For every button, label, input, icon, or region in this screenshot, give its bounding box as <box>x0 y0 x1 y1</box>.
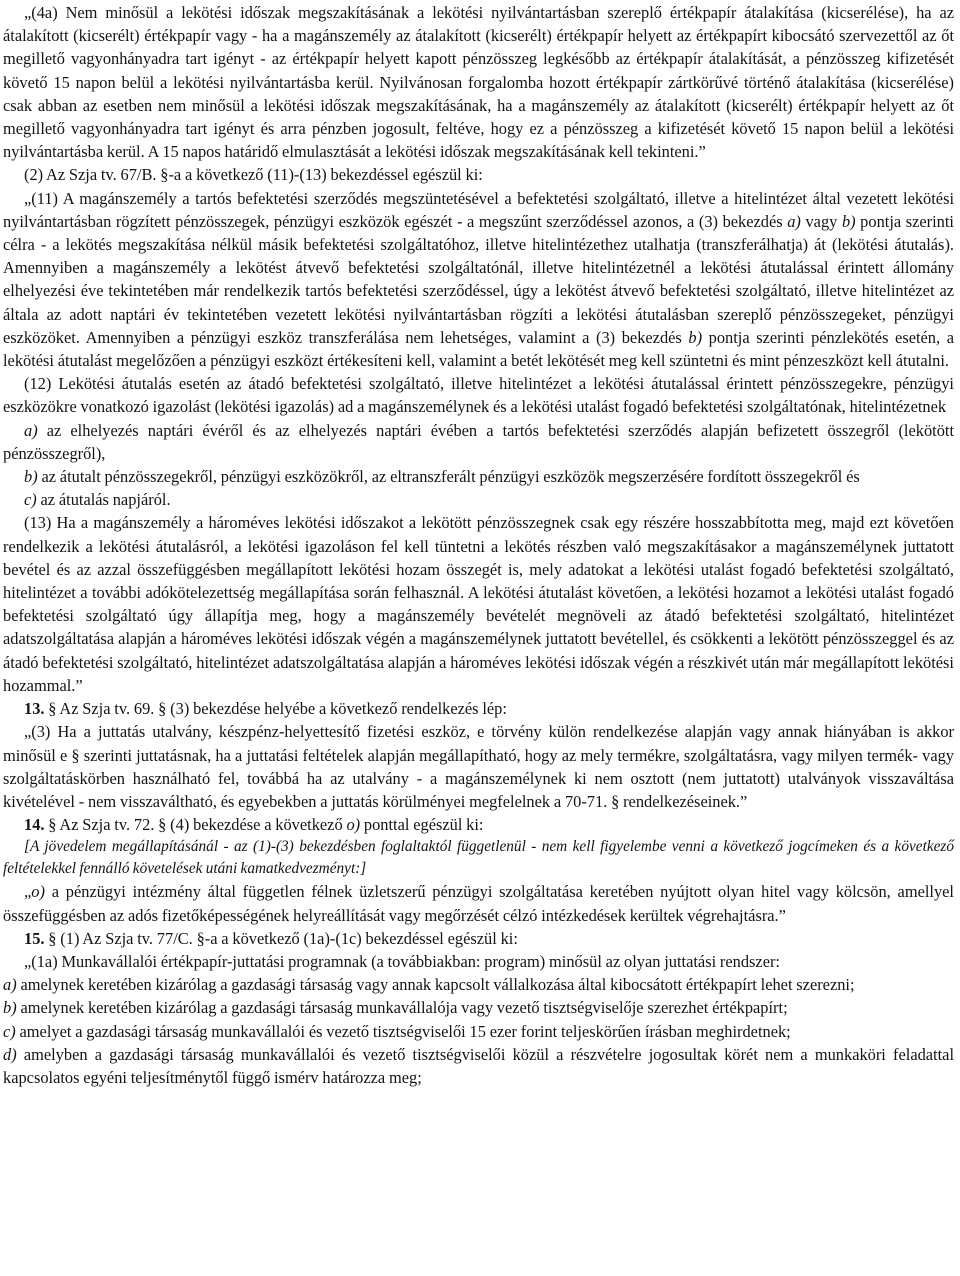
paragraph <box>3 488 954 511</box>
text-segment: § (1) Az Szja tv. 77/C. §-a a következő (1a)-(1c) bekezdéssel egészül ki: <box>44 928 518 948</box>
text-segment: az átutalás napjáról. <box>36 490 171 510</box>
text-segment: (12) Lekötési átutalás esetén az átadó befektetési szolgáltató, illetve hitelintézet a lekötési átutalással érintett pénzösszegekre, pénzügyi eszközökre vonatkozó igazolást (lekötési igazolás) ad a magánszemélynek és a lekötési utalást fogadó befektetési szolgáltatónak, hitelintézetnek <box>3 374 954 417</box>
paragraph <box>3 419 954 465</box>
italic-text: o) <box>31 882 45 902</box>
text-segment: amelyet a gazdasági társaság munkavállalói és vezető tisztségviselői 15 ezer forint teljeskörűen írásban meghirdetnek; <box>15 1021 791 1041</box>
paragraph <box>3 187 954 373</box>
text-segment: § Az Szja tv. 72. § (4) bekezdése a következő <box>44 815 347 835</box>
italic-text: b) <box>3 998 17 1018</box>
text-segment: „ <box>24 882 32 902</box>
text-segment: § Az Szja tv. 69. § (3) bekezdése helyébe a következő rendelkezés lép: <box>44 699 507 719</box>
text-segment: az elhelyezés naptári évéről és az elhelyezés naptári évében a tartós befektetési szerződés alapján befizetett összegről (lekötött pénzösszegről), <box>3 420 954 463</box>
text-segment: „(4a) Nem minősül a lekötési időszak megszakításának a lekötési nyilvántartásban szereplő értékpapír átalakítása (kicserélése), ha az átalakított (kicserélt) értékpapír vagy - ha a magánszemély az átalakított (kicserélt) értékpapír helyett az értékpapírt kibocsátó szervezettől az őt megillető vagyonhányadra tart igényt - az értékpapír helyett kapott pénzösszeg legkésőbb az értékpapír átalakítását, a pénzösszeg kifizetését követő 15 napon belül a lekötési nyilvántartásba kerül. Nyilvánosan forgalomba hozott értékpapír zártkörűvé történő átalakítása (kicserélése) csak abban az esetben nem minősül a lekötési időszak megszakításának, ha a magánszemély az átalakított (kicserélt) értékpapír helyett az őt megillető vagyonhányadra tart igényt és arra pénzben jogosult, feltéve, hogy ez a pénzösszeg a kifizetését követő 15 napon belül a lekötési nyilvántartásba kerül. A 15 napos határidő elmulasztását a lekötési időszak megszakításának kell tekinteni.” <box>3 3 954 162</box>
paragraph <box>3 880 954 926</box>
italic-text: c) <box>3 1021 16 1041</box>
italic-text: b) <box>688 327 703 347</box>
paragraph <box>3 163 954 186</box>
section-number: 14. <box>24 815 45 835</box>
italic-text: b) <box>24 467 38 487</box>
paragraph <box>3 813 954 836</box>
text-segment: (13) Ha a magánszemély a hároméves lekötési időszakot a lekötött pénzösszegnek csak egy részére hosszabbította meg, majd ezt követően rendelkezik a lekötési átutalásról, a lekötési igazoláson fel kell tüntetni a lekötés részben való megszakításakor a magánszemélynek juttatott bevétel és az azzal összefüggésben megállapított lekötési hozam összegét is, mely adatokat a lekötési utalást fogadó befektetési szolgáltató, hitelintézet a további adókötelezettség megállapítása során felhasznál. A lekötési átutalást követően, a lekötési hozamot a lekötési utalást fogadó befektetési szolgáltató úgy állapítja meg, hogy a magánszemély bevételét megnöveli az átadó befektetési szolgáltató, hitelintézet adatszolgáltatása alapján a hároméves lekötési időszak végén a magánszemélynek juttatott bevétellel, és csökkenti a lekötött pénzösszeggel és az átadó befektetési szolgáltató, hitelintézet adatszolgáltatása alapján a hároméves lekötési időszak végén a részkivét után már megállapított lekötési hozammal.” <box>3 513 954 695</box>
text-segment: „(3) Ha a juttatás utalvány, készpénz-helyettesítő fizetési eszköz, e törvény külön rendelkezése alapján vagy annak hiányában is akkor minősül e § szerinti juttatásnak, ha a juttatási feltételek alapján megállapítható, hogy az mely termékre, szolgáltatásra, vagy milyen termék- vagy szolgáltatáskörben használható fel, továbbá ha az utalvány - a magánszemélynek ki nem osztott (nem juttatott) utalványok visszaváltása kivételével - nem visszaváltható, és egyebekben a juttatás körülményei megfelelnek a 70-71. § rendelkezéseinek.” <box>3 722 954 811</box>
paragraph <box>3 0 954 163</box>
text-segment: vagy <box>800 211 842 231</box>
text-segment: amelyben a gazdasági társaság munkavállalói és vezető tisztségviselői közül a részvételre jogosultak körét nem a munkaköri feladattal kapcsolatos egyéni teljesítménytől függő ismérv határozza meg; <box>3 1044 954 1087</box>
section-number: 15. <box>24 928 45 948</box>
italic-text: [A jövedelem megállapításánál - az (1)-(3) bekezdésben foglaltaktól függetlenül - nem kell figyelembe venni a következő jogcímeken és a következő feltételekkel fennálló követelések utáni kamatkedvezményt:] <box>3 838 954 878</box>
italic-text: a) <box>24 420 38 440</box>
text-segment: (2) Az Szja tv. 67/B. §-a a következő (11)-(13) bekezdéssel egészül ki: <box>24 165 483 185</box>
paragraph <box>3 836 954 880</box>
paragraph <box>3 465 954 488</box>
text-segment: „(11) A magánszemély a tartós befektetési szerződés megszüntetésével a befektetési szolgáltató, illetve a hitelintézet által vezetett lekötési nyilvántartásban rögzített pénzösszegek, pénzügyi eszközök egészét - a megszűnt szerződéssel azonos, a (3) bekezdés <box>3 188 954 231</box>
paragraph <box>3 1020 954 1043</box>
paragraph <box>3 720 954 813</box>
italic-text: a) <box>3 975 17 995</box>
italic-text: c) <box>24 490 37 510</box>
paragraph <box>3 973 954 996</box>
italic-text: d) <box>3 1044 17 1064</box>
paragraph <box>3 511 954 697</box>
text-segment: amelynek keretében kizárólag a gazdasági társaság munkavállalója vagy vezető tisztségviselője szerezhet értékpapírt; <box>16 998 788 1018</box>
text-segment: amelynek keretében kizárólag a gazdasági társaság vagy annak kapcsolt vállalkozása által kibocsátott értékpapírt lehet szerezni; <box>16 975 855 995</box>
text-segment: „(1a) Munkavállalói értékpapír-juttatási programnak (a továbbiakban: program) minősül az olyan juttatási rendszer: <box>24 951 780 971</box>
paragraph <box>3 950 954 973</box>
paragraph <box>3 996 954 1019</box>
paragraph <box>3 697 954 720</box>
text-segment: a pénzügyi intézmény által független félnek üzletszerű pénzügyi szolgáltatása keretében nyújtott olyan hitel vagy kölcsön, amellyel összefüggésben az adós fizetőképességének helyreállítását vagy megőrzését célzó intézkedések kerültek végrehajtásra.” <box>3 882 954 925</box>
paragraph <box>3 927 954 950</box>
paragraph <box>3 1043 954 1089</box>
section-number: 13. <box>24 699 45 719</box>
text-segment: pontja szerinti célra - a lekötés megszakítása nélkül másik befektetési szolgáltatóhoz, illetve hitelintézethez utalhatja (transzferálhatja) át (lekötési átutalás). Amennyiben a magánszemély a lekötést átvevő befektetési szolgáltatónál, illetve hitelintézetnél a lekötési átutalással érintett állomány elhelyezési éve tekintetében már rendelkezik tartós befektetési szerződéssel, úgy a lekötést átvevő befektetési szolgáltató, illetve hitelintézet az általa az adott naptári év tekintetében vezetett lekötési nyilvántartásban rögzíti a lekötési átutalásban szereplő pénzösszegeket, pénzügyi eszközöket. Amennyiben a pénzügyi eszköz transzferálása nem lehetséges, valamint a (3) bekezdés <box>3 211 954 347</box>
text-segment: ponttal egészül ki: <box>360 815 484 835</box>
text-segment: az átutalt pénzösszegekről, pénzügyi eszközökről, az eltranszferált pénzügyi eszközök megszerzésére fordított összegekről és <box>37 467 860 487</box>
text-segment: pontja szerinti pénzlekötés esetén, a lekötési átutalást megelőzően a pénzügyi eszközt értékesíteni kell, valamint a betét lekötését meg kell szüntetni és mint pénzeszközt kell átutalni. <box>3 327 954 371</box>
italic-text: b) <box>841 211 856 231</box>
italic-text: a) <box>787 211 801 231</box>
paragraph <box>3 372 954 418</box>
italic-text: o) <box>346 815 361 835</box>
